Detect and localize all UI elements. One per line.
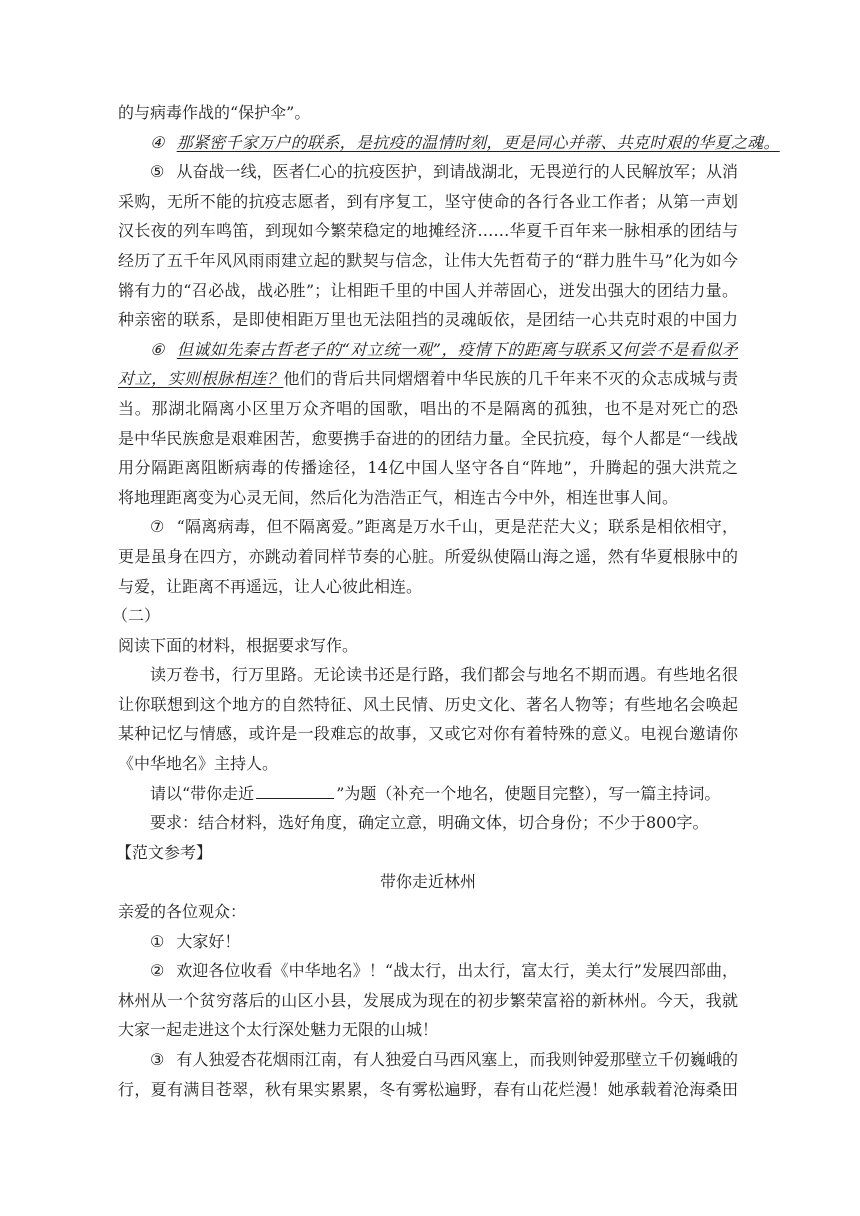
material-line — [118, 719, 738, 749]
material-line — [118, 749, 738, 779]
line-text: 的与病毒作战的“保护伞”。 — [118, 103, 311, 122]
line-text: 《中华地名》主持人。 — [118, 754, 279, 774]
paragraph-line — [118, 276, 738, 306]
paragraph-number: ④ — [150, 132, 165, 152]
line-text: 汉长夜的列车鸣笛，到现如今繁荣稳定的地摊经济……华夏千百年来一脉相承的团结与 — [118, 221, 738, 241]
line-text: 要求：结合材料，选好角度，确定立意，明确文体，切合身份；不少于800字。 — [150, 813, 709, 833]
line-text: 从奋战一线，医者仁心的抗疫医护，到请战湖北，无畏逆行的人民解放军；从消 — [176, 162, 738, 182]
paragraph-line — [118, 246, 738, 276]
paragraph-number: ① — [150, 931, 165, 951]
line-text: 某种记忆与情感，或许是一段难忘的故事，又或它对你有着特殊的意义。电视台邀请你 — [118, 724, 738, 744]
paragraph-line — [118, 187, 738, 217]
line-text: 将地理距离变为心灵无间，然后化为浩浩正气，相连古今中外，相连世事人间。 — [118, 487, 679, 507]
instruction-line — [118, 631, 738, 661]
line-text: （二） — [112, 606, 161, 626]
paragraph-line — [118, 483, 738, 513]
underlined-sentence: 但诚如先秦古哲老子的“对立统一观”，疫情下的距离与联系又何尝不是看似矛 — [176, 339, 738, 359]
paragraph-number: ② — [150, 961, 165, 981]
paragraph-line — [118, 453, 738, 483]
paragraph-line — [118, 424, 738, 454]
paragraph-line — [118, 364, 738, 394]
sample-essay-label — [116, 838, 738, 868]
paragraph-4-line — [118, 128, 780, 158]
underlined-sentence: 对立，实则根脉相连？ — [118, 369, 284, 389]
line-text: 大家一起走进这个太行深处魅力无限的山城！ — [118, 1020, 439, 1040]
paragraph-line — [118, 1015, 738, 1045]
paragraph-number: ⑥ — [150, 339, 165, 359]
prompt-line — [118, 779, 738, 809]
line-text: 经历了五千年风风雨雨建立起的默契与信念，让伟大先哲荀子的“群力胜牛马”化为如今 — [118, 250, 738, 270]
paragraph-line — [118, 572, 738, 602]
underlined-sentence: 那紧密千家万户的联系，是抗疫的温情时刻，更是同心并蒂、共克时艰的华夏之魂。 — [176, 132, 780, 152]
line-text: “隔离病毒，但不隔离爱。”距离是万水千山，更是茫茫大义；联系是相依相守， — [176, 517, 738, 537]
line-text: 欢迎各位收看《中华地名》！“战太行，出太行，富太行，美太行”发展四部曲， — [176, 961, 738, 981]
paragraph-line — [118, 986, 738, 1016]
requirement-line — [118, 808, 738, 838]
line-text: ”为题（补充一个地名，使题目完整），写一篇主持词。 — [336, 783, 721, 803]
essay-paragraph-1-line — [118, 927, 738, 957]
line-text: 他们的背后共同熠熠着中华民族的几千年来不灭的众志成城与责 — [283, 369, 738, 389]
essay-paragraph-3-line — [118, 1045, 738, 1075]
fill-in-blank — [256, 784, 334, 799]
essay-paragraph-2-line — [118, 956, 738, 986]
paragraph-5-line — [118, 157, 738, 187]
line-text: 请以“带你走近 — [150, 783, 255, 803]
line-text: 让你联想到这个地方的自然特征、风土民情、历史文化、著名人物等；有些地名会唤起 — [118, 694, 738, 714]
line-text: 锵有力的“召必战，战必胜”；让相距千里的中国人并蒂固心，迸发出强大的团结力量。 — [118, 280, 738, 300]
material-line — [118, 690, 738, 720]
paragraph-line — [118, 1075, 738, 1105]
paragraph-line — [118, 305, 738, 335]
line-text: 是中华民族愈是艰难困苦，愈要携手奋进的的团结力量。全民抗疫，每个人都是“一线战 — [118, 428, 738, 448]
line-text: 读万卷书，行万里路。无论读书还是行路，我们都会与地名不期而遇。有些地名很 — [150, 665, 738, 685]
line-text: 与爱，让距离不再遥远，让人心彼此相连。 — [118, 576, 423, 596]
line-text: 用分隔距离阻断病毒的传播途径，14亿中国人坚守各自“阵地”，升腾起的强大洪荒之 — [118, 458, 738, 478]
paragraph-line — [118, 216, 738, 246]
line-text: 种亲密的联系，是即使相距万里也无法阻挡的灵魂皈依，是团结一心共克时艰的中国力 — [118, 310, 738, 330]
paragraph-6-line — [118, 335, 738, 365]
line-text: 阅读下面的材料，根据要求写作。 — [118, 635, 359, 655]
material-line — [118, 660, 738, 690]
line-text: 更是虽身在四方，亦跳动着同样节奏的心脏。所爱纵使隔山海之遥，然有华夏根脉中的 — [118, 546, 738, 566]
document-body — [112, 98, 780, 1104]
line-text: 亲爱的各位观众： — [118, 902, 247, 922]
paragraph-line — [118, 394, 738, 424]
line-text: 行，夏有满目苍翠，秋有果实累累，冬有雾松遍野，春有山花烂漫！她承载着沧海桑田 — [118, 1079, 738, 1099]
line-text: 【范文参考】 — [116, 842, 213, 862]
line-text: 采购，无所不能的抗疫志愿者，到有序复工，坚守使命的各行各业工作者；从第一声划 — [118, 191, 738, 211]
line-text: 当。那湖北隔离小区里万众齐唱的国歌，唱出的不是隔离的孤独，也不是对死亡的恐 — [118, 398, 738, 418]
line-text: 林州从一个贫穷落后的山区小县，发展成为现在的初步繁荣富裕的新林州。今天，我就 — [118, 990, 738, 1010]
section-heading — [112, 601, 738, 631]
paragraph-number: ⑦ — [150, 517, 165, 537]
paragraph-number: ⑤ — [150, 162, 165, 182]
line-text: 有人独爱杏花烟雨江南，有人独爱白马西风塞上，而我则钟爱那壁立千仞巍峨的 — [176, 1050, 738, 1069]
paragraph-line — [118, 542, 738, 572]
line-text: 带你走近林州 — [379, 872, 476, 892]
paragraph-number: ③ — [150, 1050, 165, 1069]
greeting-line — [118, 897, 738, 927]
paragraph-7-line — [118, 512, 738, 542]
line-text: 大家好！ — [176, 931, 241, 951]
essay-title — [118, 867, 738, 897]
paragraph-line — [118, 98, 738, 128]
